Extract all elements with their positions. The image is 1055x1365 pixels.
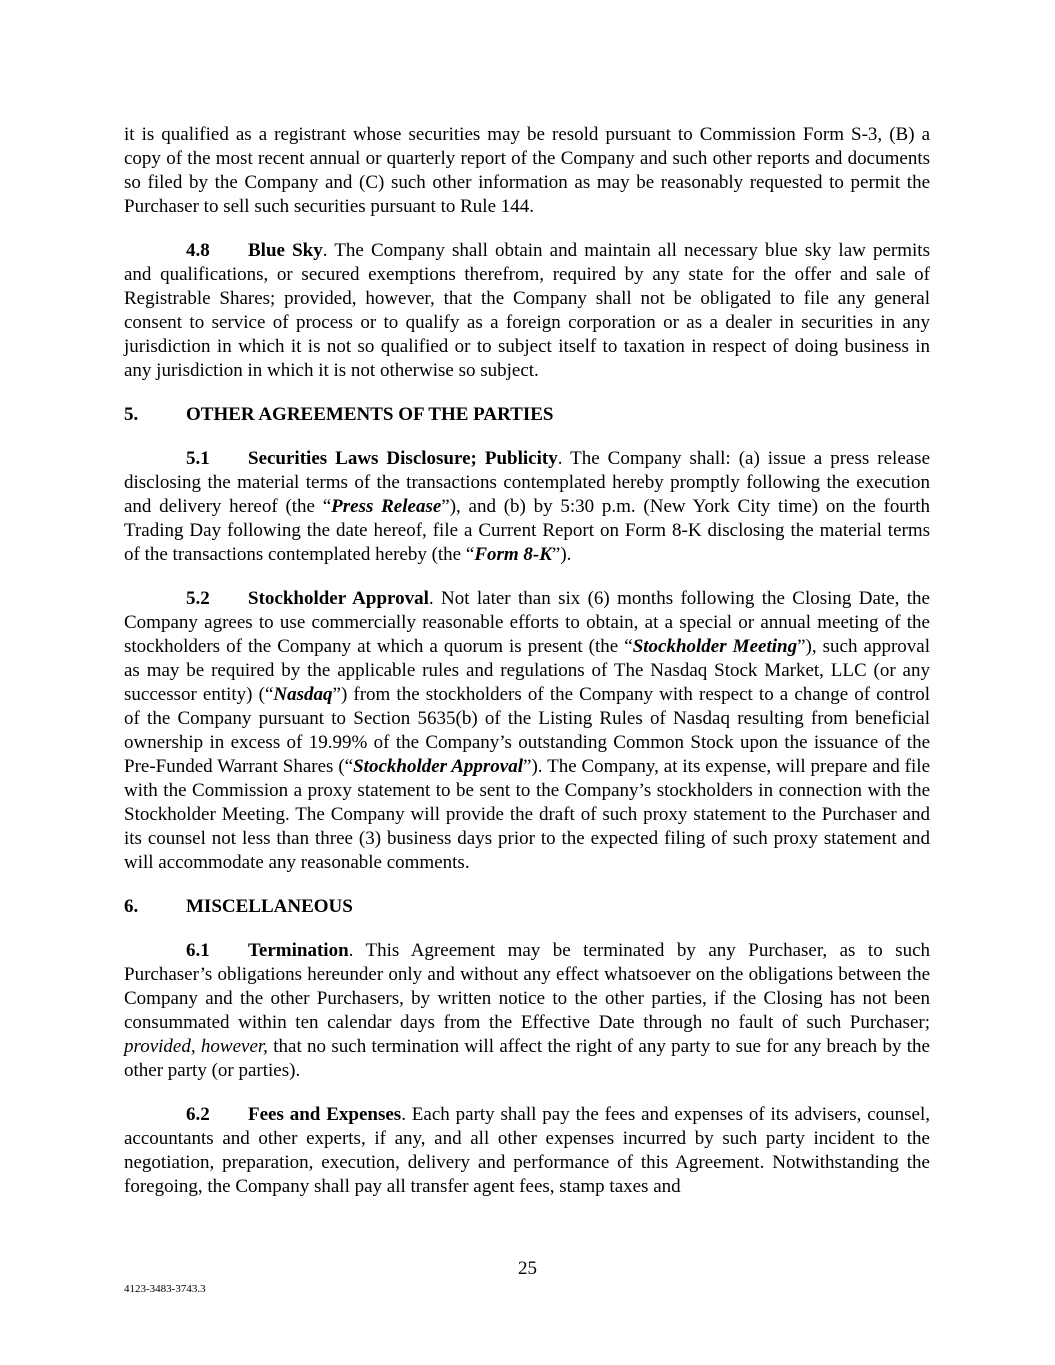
section-title: Blue Sky [248,240,323,261]
defined-term: Stockholder Meeting [632,636,798,657]
section-text: ”), and (b) by 5:30 p.m. (New York City time) on the fourth Trading Day following the date hereof, file a Current Report on Form 8-K disclosing the material terms of the transactions contemplated hereby (the “ [124,496,930,565]
section-title: Securities Laws Disclosure; Publicity [248,448,558,469]
article-5-heading [124,403,930,427]
section-text: ”), such approval as may be required by the applicable rules and regulations of The Nasdaq Stock Market, LLC (or any successor entity) (“ [124,636,930,705]
section-5-2-paragraph [124,587,930,875]
document-body [124,123,930,1219]
section-text: . Not later than six (6) months following the Closing Date, the Company agrees to use commercially reasonable efforts to obtain, at a special or annual meeting of the stockholders of the Company at which a quorum is present (the “ [124,588,930,657]
section-text: . This Agreement may be terminated by any Purchaser, as to such Purchaser’s obligations hereunder only and without any effect whatsoever on the obligations between the Company and the other Purchasers, by written notice to the other parties, if the Closing has not been consummated within ten calendar days from the Effective Date through no fault of such Purchaser; [124,940,930,1033]
section-text: . The Company shall obtain and maintain all necessary blue sky law permits and qualifications, or secured exemptions therefrom, required by any state for the offer and sale of Registrable Shares; provided, however, that the Company shall not be obligated to file any general consent to service of process or to qualify as a foreign corporation or as a dealer in securities in any jurisdiction in which it is not so qualified or to subject itself to taxation in respect of doing business in any jurisdiction in which it is not otherwise so subject. [124,240,930,381]
section-6-1-paragraph [124,939,930,1083]
section-number: 6.2 [186,1104,210,1125]
section-title: Termination [248,940,349,961]
section-text: ”). The Company, at its expense, will prepare and file with the Commission a proxy statement to be sent to the Company’s stockholders in connection with the Stockholder Meeting. The Company will provide the draft of such proxy statement to the Purchaser and its counsel not less than three (3) business days prior to the expected filing of such proxy statement and will accommodate any reasonable comments. [124,756,931,873]
document-id: 4123-3483-3743.3 [124,1283,206,1295]
section-number: 6.1 [186,940,210,961]
defined-term: Stockholder Approval [353,756,524,777]
italic-phrase: provided, however, [124,1036,268,1057]
continuation-paragraph: it is qualified as a registrant whose securities may be resold pursuant to Commission Form S-3, (B) a copy of the most recent annual or quarterly report of the Company and such other reports and documents so filed by the Company and (C) such other information as may be reasonably requested to permit the Purchaser to sell such securities pursuant to Rule 144. [124,124,930,217]
article-title: OTHER AGREEMENTS OF THE PARTIES [186,404,554,425]
section-number: 4.8 [186,240,210,261]
section-text: . Each party shall pay the fees and expenses of its advisers, counsel, accountants and other experts, if any, and all other expenses incurred by such party incident to the negotiation, preparation, execution, delivery and performance of this Agreement. Notwithstanding the foregoing, the Company shall pay all transfer agent fees, stamp taxes and [124,1104,930,1197]
defined-term: Press Release [331,496,442,517]
section-text: ”) from the stockholders of the Company with respect to a change of control of the Company pursuant to Section 5635(b) of the Listing Rules of Nasdaq resulting from beneficial ownership in excess of 19.99% of the Company’s outstanding Common Stock upon the issuance of the Pre-Funded Warrant Shares (“ [124,684,930,777]
article-6-heading [124,895,930,919]
section-4-8-paragraph [124,239,930,383]
section-text: ”). [551,544,572,565]
section-text: that no such termination will affect the right of any party to sue for any breach by the other party (or parties). [124,1036,930,1081]
section-6-2-paragraph [124,1103,930,1199]
section-title: Fees and Expenses [248,1104,402,1125]
article-number: 5. [124,404,139,425]
article-number: 6. [124,896,139,917]
article-title: MISCELLANEOUS [186,896,353,917]
section-number: 5.1 [186,448,210,469]
section-number: 5.2 [186,588,210,609]
section-text: . The Company shall: (a) issue a press release disclosing the material terms of the transactions contemplated hereby promptly following the execution and delivery hereof (the “ [124,448,931,517]
section-title: Stockholder Approval [248,588,429,609]
defined-term: Form 8-K [474,544,552,565]
defined-term: Nasdaq [273,684,333,705]
section-5-1-paragraph [124,447,930,567]
page-number: 25 [518,1258,537,1279]
